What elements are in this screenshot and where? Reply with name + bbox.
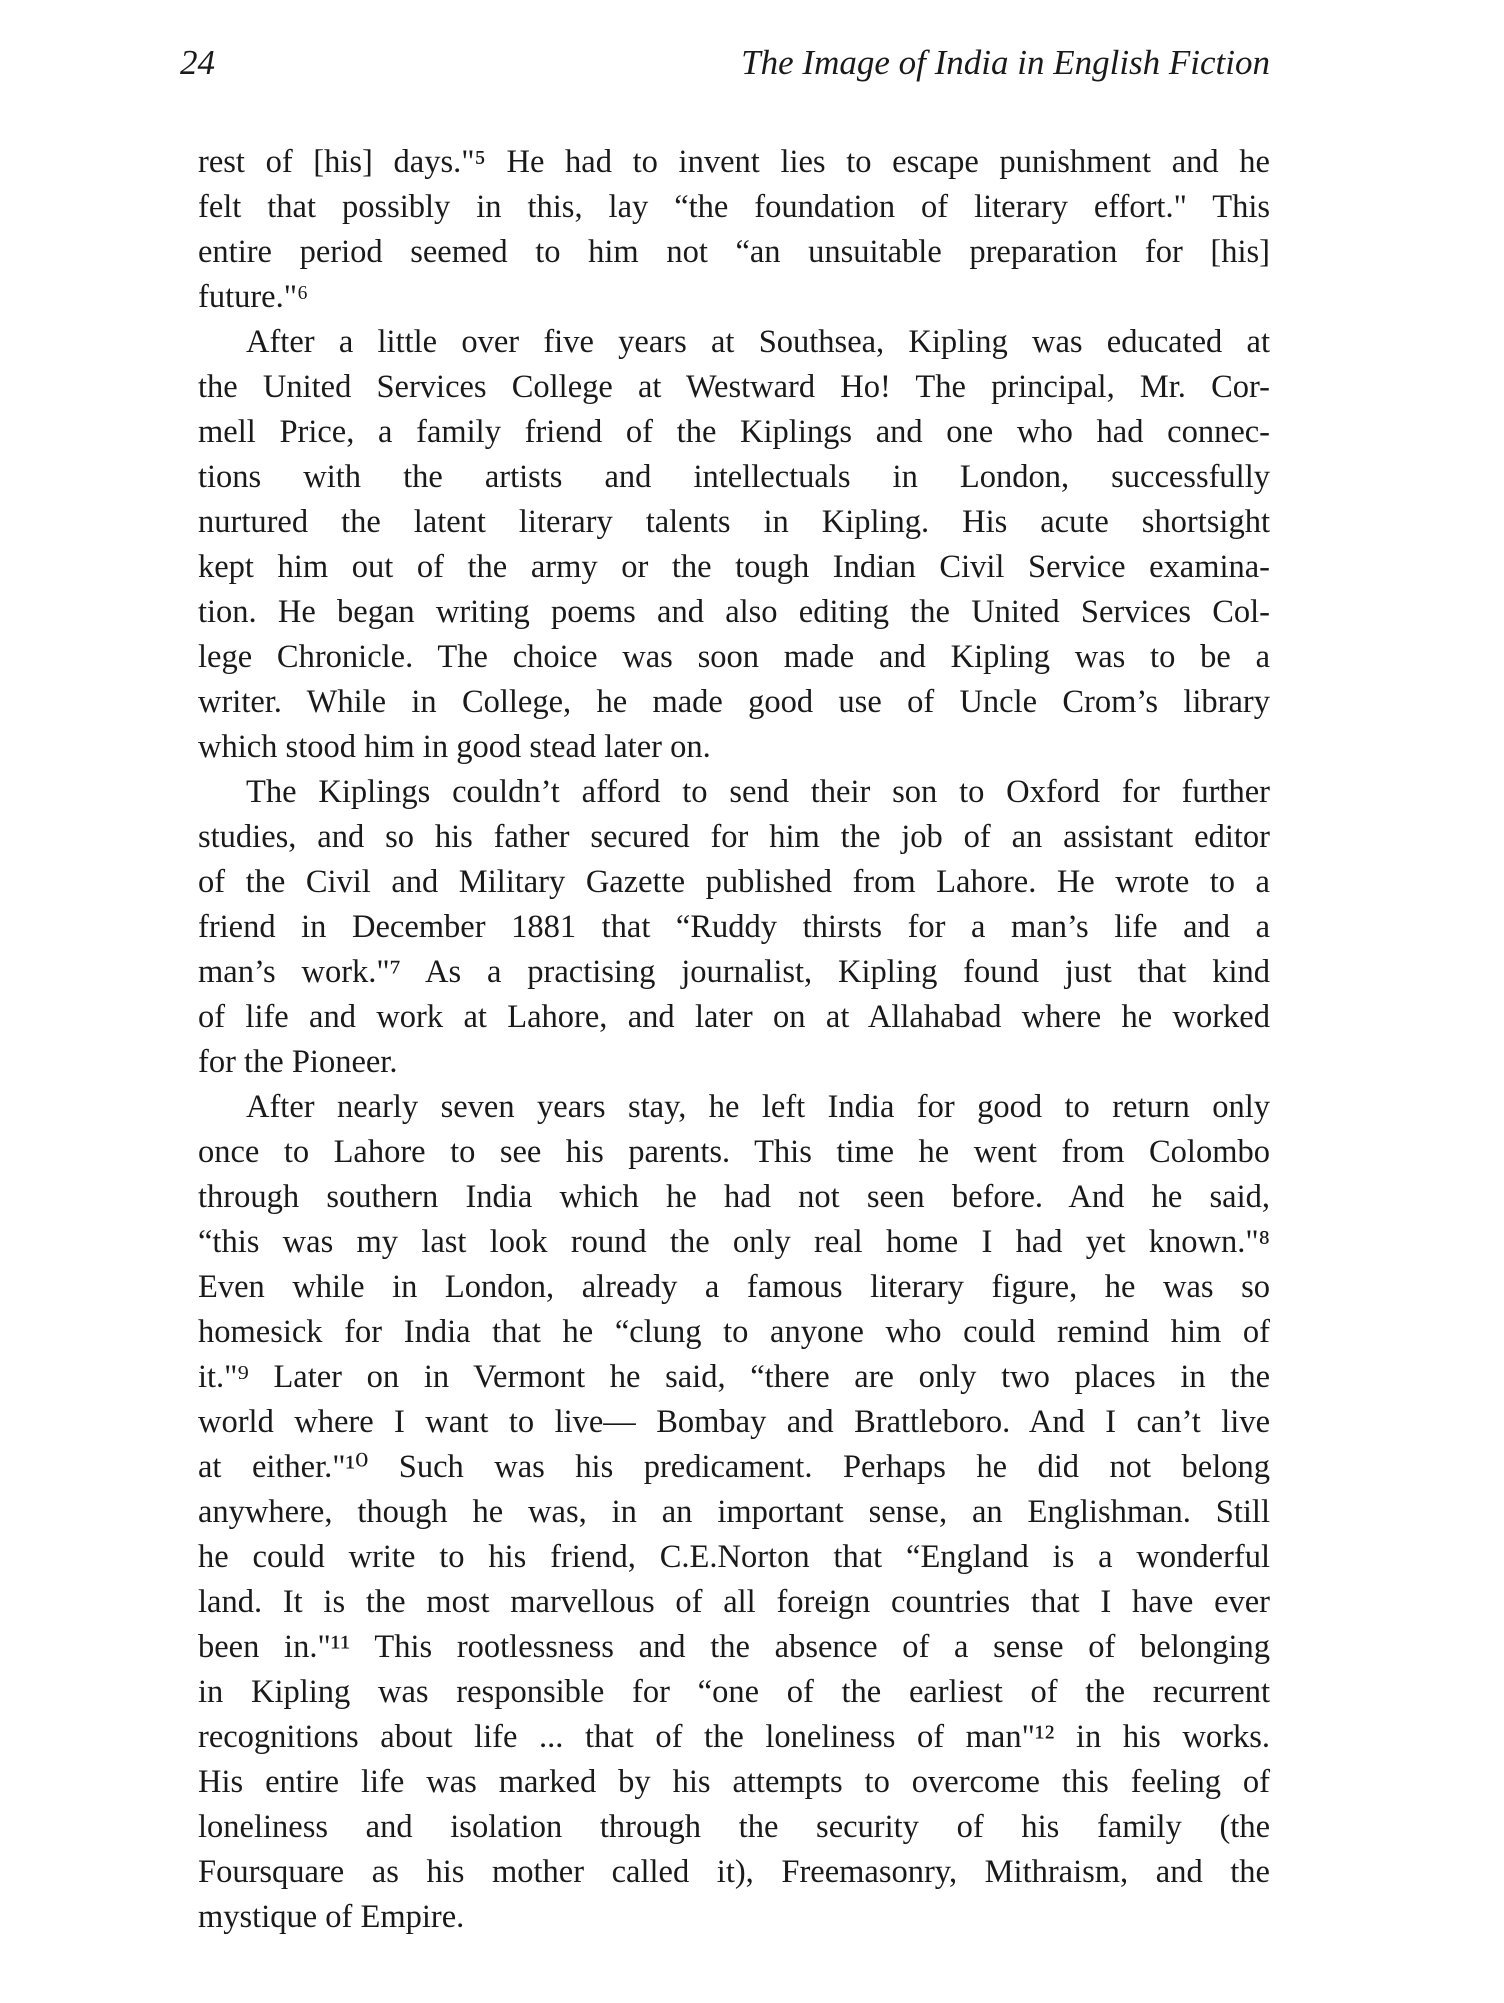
text-line: nurtured the latent literary talents in Kipling. His acute shortsight: [198, 504, 1270, 540]
text-line: felt that possibly in this, lay “the foundation of literary effort." This: [198, 189, 1270, 225]
text-line: lege Chronicle. The choice was soon made and Kipling was to be a: [198, 639, 1270, 675]
text-line: man’s work."⁷ As a practising journalist, Kipling found just that kind: [198, 954, 1270, 990]
text-line: His entire life was marked by his attempts to overcome this feeling of: [198, 1764, 1270, 1800]
text-line: The Kiplings couldn’t afford to send their son to Oxford for further: [246, 774, 1270, 810]
text-line: mell Price, a family friend of the Kiplings and one who had connec-: [198, 414, 1270, 450]
text-line: “this was my last look round the only real home I had yet known."⁸: [198, 1224, 1270, 1260]
text-line: for the Pioneer.: [198, 1044, 398, 1080]
text-line: rest of [his] days."⁵ He had to invent lies to escape punishment and he: [198, 144, 1270, 180]
text-line: future."⁶: [198, 279, 309, 315]
text-line: After nearly seven years stay, he left India for good to return only: [246, 1089, 1270, 1125]
text-line: tion. He began writing poems and also editing the United Services Col-: [198, 594, 1270, 630]
text-line: Foursquare as his mother called it), Freemasonry, Mithraism, and the: [198, 1854, 1270, 1890]
text-line: it."⁹ Later on in Vermont he said, “there are only two places in the: [198, 1359, 1270, 1395]
running-head: [180, 38, 1270, 88]
text-line: writer. While in College, he made good use of Uncle Crom’s library: [198, 684, 1270, 720]
text-line: tions with the artists and intellectuals in London, successfully: [198, 459, 1270, 495]
text-line: at either."¹⁰ Such was his predicament. Perhaps he did not belong: [198, 1449, 1270, 1485]
text-line: which stood him in good stead later on.: [198, 729, 711, 765]
text-line: kept him out of the army or the tough Indian Civil Service examina-: [198, 549, 1270, 585]
text-line: of life and work at Lahore, and later on at Allahabad where he worked: [198, 999, 1270, 1035]
text-line: studies, and so his father secured for him the job of an assistant editor: [198, 819, 1270, 855]
text-line: world where I want to live— Bombay and Brattleboro. And I can’t live: [198, 1404, 1270, 1440]
text-line: recognitions about life ... that of the loneliness of man"¹² in his works.: [198, 1719, 1270, 1755]
text-line: once to Lahore to see his parents. This time he went from Colombo: [198, 1134, 1270, 1170]
text-line: After a little over five years at Southsea, Kipling was educated at: [246, 324, 1270, 360]
body-text: [198, 140, 1270, 1940]
book-title: The Image of India in English Fiction: [741, 43, 1270, 82]
text-line: loneliness and isolation through the security of his family (the: [198, 1809, 1270, 1845]
text-line: in Kipling was responsible for “one of the earliest of the recurrent: [198, 1674, 1270, 1710]
text-line: been in."¹¹ This rootlessness and the absence of a sense of belonging: [198, 1629, 1270, 1665]
text-line: mystique of Empire.: [198, 1899, 465, 1935]
text-line: the United Services College at Westward Ho! The principal, Mr. Cor-: [198, 369, 1270, 405]
text-line: of the Civil and Military Gazette published from Lahore. He wrote to a: [198, 864, 1270, 900]
text-line: friend in December 1881 that “Ruddy thirsts for a man’s life and a: [198, 909, 1270, 945]
page-number: 24: [180, 43, 215, 82]
text-line: anywhere, though he was, in an important sense, an Englishman. Still: [198, 1494, 1270, 1530]
text-line: through southern India which he had not seen before. And he said,: [198, 1179, 1270, 1215]
text-line: land. It is the most marvellous of all foreign countries that I have ever: [198, 1584, 1270, 1620]
text-line: Even while in London, already a famous literary figure, he was so: [198, 1269, 1270, 1305]
text-line: entire period seemed to him not “an unsuitable preparation for [his]: [198, 234, 1270, 270]
text-line: homesick for India that he “clung to anyone who could remind him of: [198, 1314, 1270, 1350]
text-line: he could write to his friend, C.E.Norton that “England is a wonderful: [198, 1539, 1270, 1575]
